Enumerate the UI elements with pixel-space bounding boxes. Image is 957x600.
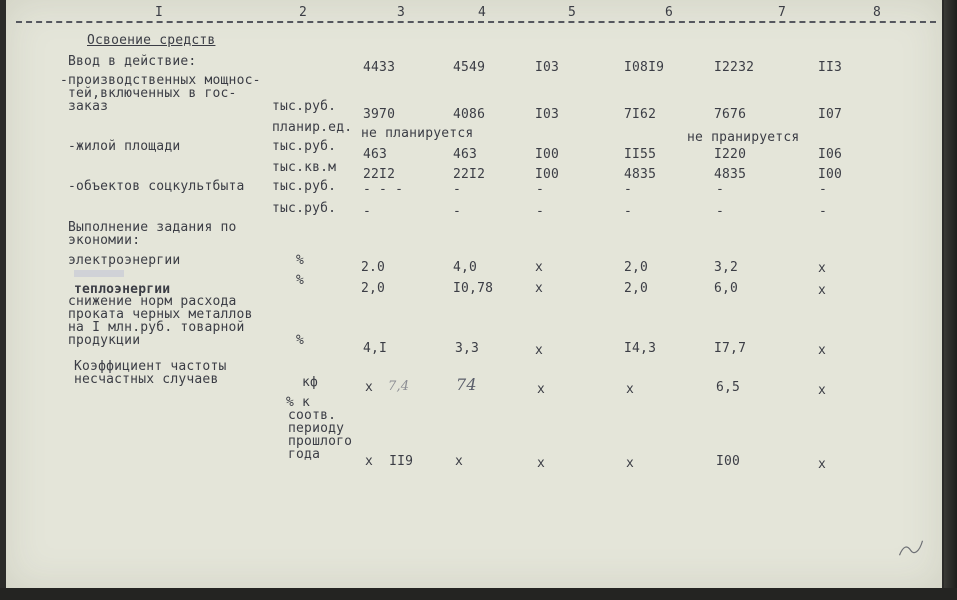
cell-pct-c5: x <box>537 456 546 471</box>
unit-pct-line3: периоду <box>288 421 345 436</box>
cell-soc-c6: - <box>624 182 633 197</box>
label-koef-line1: Коэффициент частоты <box>74 359 227 374</box>
cell-prod-c5: I03 <box>535 60 560 75</box>
cell-prod2-c7: 7676 <box>714 107 747 122</box>
cell-soc-c8: - <box>819 182 828 197</box>
cell-zhil2-c8: I00 <box>818 167 843 182</box>
header-dashed-line <box>16 21 936 23</box>
cell-zhil2-c3: 22I2 <box>363 167 396 182</box>
cell-metal-c3: 4,I <box>363 341 388 356</box>
label-metal-line4: продукции <box>68 333 141 348</box>
cell-zhil-c3: 463 <box>363 147 388 162</box>
column-header-5: 5 <box>568 5 577 20</box>
cell-zhil-c6: II55 <box>624 147 657 162</box>
cell-heat-c3: 2,0 <box>361 281 386 296</box>
cell-metal-c8: x <box>818 343 827 358</box>
cell-pct-c6: x <box>626 456 635 471</box>
label-metal-line3: на I млн.руб. товарной <box>68 320 245 335</box>
cell-soc-c5: - <box>536 182 545 197</box>
cell-koef-c6: x <box>626 382 635 397</box>
label-zhil: -жилой площади <box>68 139 181 154</box>
column-header-7: 7 <box>778 5 787 20</box>
cell-soc-c7: - <box>716 182 725 197</box>
cell-soc2-c4: - <box>453 204 462 219</box>
cell-heat-c6: 2,0 <box>624 281 649 296</box>
label-metal-line1: снижение норм расхода <box>68 294 237 309</box>
column-header-4: 4 <box>478 5 487 20</box>
cell-pct-c8: x <box>818 457 827 472</box>
cell-elec-c7: 3,2 <box>714 260 739 275</box>
unit-pct-line1: % к <box>286 395 311 410</box>
cell-elec-c5: x <box>535 260 544 275</box>
label-koef-line2: несчастных случаев <box>74 372 219 387</box>
cell-koef-c5: x <box>537 382 546 397</box>
cell-zhil-c8: I06 <box>818 147 843 162</box>
label-prod-line3: заказ <box>68 99 109 114</box>
cell-zhil2-c5: I00 <box>535 167 560 182</box>
cell-soc2-c8: - <box>819 204 828 219</box>
unit-zhil: тыс.руб. <box>272 139 337 154</box>
label-econ-line1: Выполнение задания по <box>68 220 237 235</box>
cell-pct-c7: I00 <box>716 454 741 469</box>
cell-prod-c3: 4433 <box>363 60 396 75</box>
cell-elec-c6: 2,0 <box>624 260 649 275</box>
cell-koef-c3: x <box>365 380 374 395</box>
cell-prod-c6: I08I9 <box>624 60 665 75</box>
note-plan-left: не планируется <box>361 126 474 141</box>
label-soc: -объектов соцкультбыта <box>68 179 245 194</box>
note-plan-right: не пранируется <box>687 130 800 145</box>
cell-elec-c4: 4,0 <box>453 260 478 275</box>
unit-metal: % <box>296 333 305 348</box>
cell-prod2-c8: I07 <box>818 107 843 122</box>
cell-soc2-c3: - <box>363 204 372 219</box>
column-header-8: 8 <box>873 5 882 20</box>
cell-koef-c3-handwritten: 7,4 <box>388 379 410 394</box>
cell-prod2-c4: 4086 <box>453 107 486 122</box>
cell-soc-c4: - <box>453 182 462 197</box>
cell-prod2-c3: 3970 <box>363 107 396 122</box>
cell-pct-c3: x II9 <box>365 454 414 469</box>
unit-heat: % <box>296 273 305 288</box>
cell-koef-c4-handwritten: 74 <box>456 375 477 394</box>
scan-edge-right <box>944 0 957 600</box>
cell-prod2-c6: 7I62 <box>624 107 657 122</box>
cell-prod-c7: I2232 <box>714 60 755 75</box>
label-heat: теплоэнергии <box>74 282 171 297</box>
cell-zhil-c4: 463 <box>453 147 478 162</box>
section-title: Освоение средств <box>87 33 216 48</box>
cell-zhil-c7: I220 <box>714 147 747 162</box>
cell-prod2-c5: I03 <box>535 107 560 122</box>
cell-elec-c3: 2.0 <box>361 260 386 275</box>
label-vvod: Ввод в действие: <box>68 54 197 69</box>
cell-elec-c8: x <box>818 261 827 276</box>
cell-koef-c7: 6,5 <box>716 380 741 395</box>
unit-elec: % <box>296 253 305 268</box>
cell-zhil2-c4: 22I2 <box>453 167 486 182</box>
label-prod-line1: -производственных мощнос- <box>60 73 261 88</box>
unit-pct-line2: соотв. <box>288 408 337 423</box>
cell-metal-c7: I7,7 <box>714 341 747 356</box>
unit-pct-line4: прошлого <box>288 434 353 449</box>
unit-zhil2: тыс.кв.м <box>272 160 337 175</box>
pencil-scribble-mark <box>894 534 928 561</box>
cell-zhil-c5: I00 <box>535 147 560 162</box>
unit-soc2: тыс.руб. <box>272 201 337 216</box>
document-sheet <box>6 0 942 588</box>
unit-soc: тыс.руб. <box>272 179 337 194</box>
cell-soc-c3: - - - <box>363 182 404 197</box>
label-prod-line2: тей,включенных в гос- <box>68 86 237 101</box>
label-elec: электроэнергии <box>68 253 181 268</box>
cell-koef-c8: x <box>818 383 827 398</box>
cell-soc2-c5: - <box>536 204 545 219</box>
cell-heat-c4: I0,78 <box>453 281 494 296</box>
column-header-1: I <box>155 5 164 20</box>
cell-heat-c7: 6,0 <box>714 281 739 296</box>
cell-pct-c4: x <box>455 454 464 469</box>
cell-prod-c8: II3 <box>818 60 843 75</box>
column-header-6: 6 <box>665 5 674 20</box>
column-header-3: 3 <box>397 5 406 20</box>
cell-heat-c8: x <box>818 283 827 298</box>
cell-metal-c5: x <box>535 343 544 358</box>
label-metal-line2: проката черных металлов <box>68 307 253 322</box>
cell-metal-c6: I4,3 <box>624 341 657 356</box>
cell-heat-c5: x <box>535 281 544 296</box>
cell-zhil2-c6: 4835 <box>624 167 657 182</box>
scan-edge-bottom <box>0 588 957 600</box>
unit-koef: кф <box>302 375 319 390</box>
cell-soc2-c6: - <box>624 204 633 219</box>
cell-prod-c4: 4549 <box>453 60 486 75</box>
column-header-2: 2 <box>299 5 308 20</box>
label-econ-line2: экономии: <box>68 233 141 248</box>
unit-plan: планир.ед. <box>272 120 353 135</box>
paper-tab-mark <box>74 270 124 277</box>
cell-soc2-c7: - <box>716 204 725 219</box>
unit-prod2: тыс.руб. <box>272 99 337 114</box>
cell-metal-c4: 3,3 <box>455 341 480 356</box>
unit-pct-line5: года <box>288 447 321 462</box>
cell-zhil2-c7: 4835 <box>714 167 747 182</box>
